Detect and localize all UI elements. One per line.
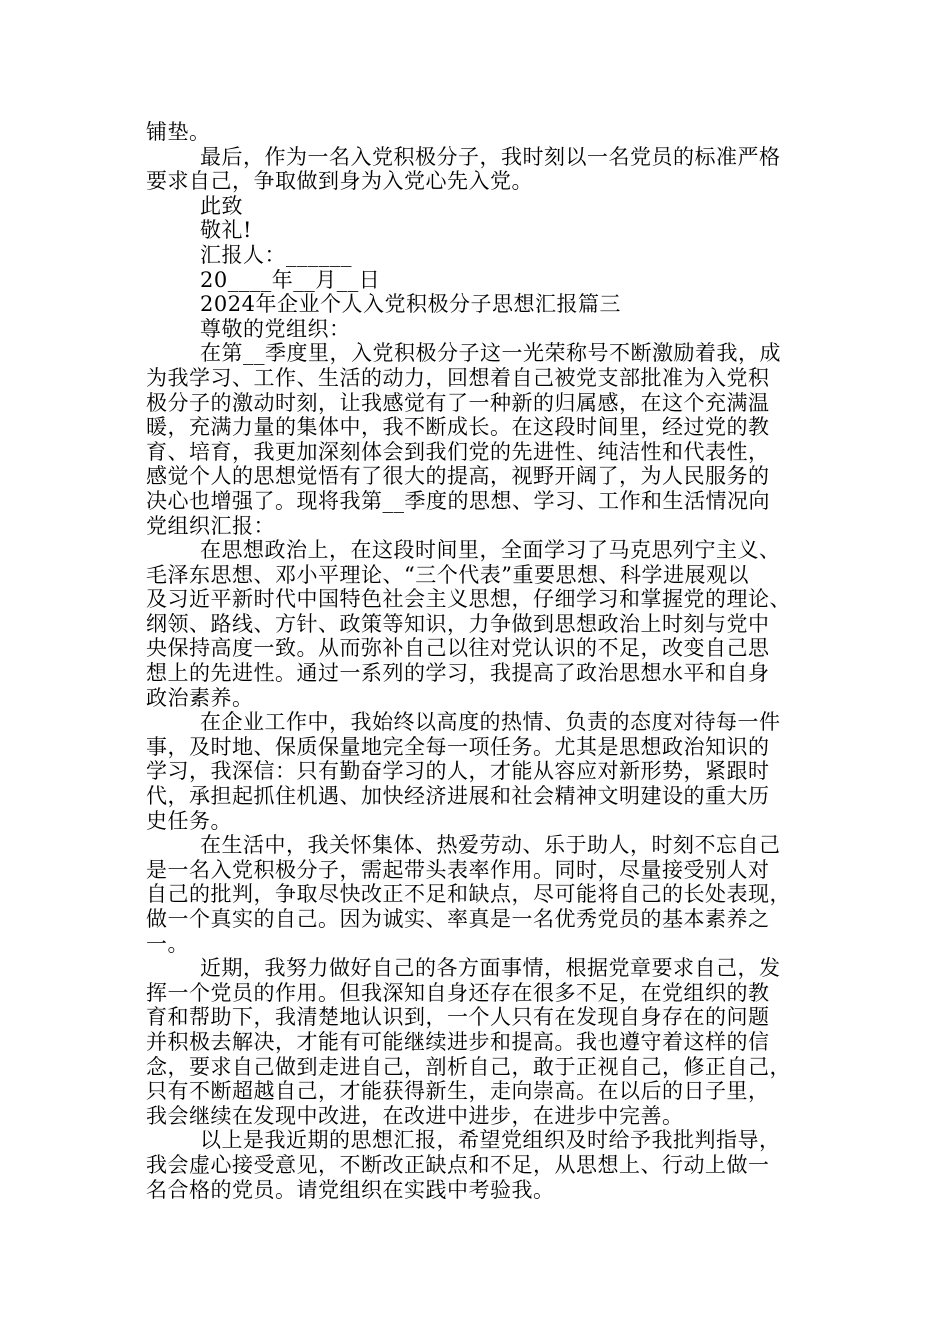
- text-line: 学习，我深信：只有勤奋学习的人，才能从容应对新形势，紧跟时: [146, 759, 770, 784]
- text-line: 20____年__月__日: [200, 267, 381, 292]
- text-line: 代，承担起抓住机遇、加快经济进展和社会精神文明建设的重大历: [146, 784, 770, 809]
- text-line: 敬礼!: [200, 218, 252, 243]
- text-line: 一。: [146, 931, 189, 956]
- text-line: 育、培育，我更加深刻体会到我们党的先进性、纯洁性和代表性，: [146, 439, 770, 464]
- text-line: 念，要求自己做到走进自己，剖析自己，敢于正视自己，修正自己，: [146, 1054, 791, 1079]
- text-line: 纲领、路线、方针、政策等知识，力争做到思想政治上时刻与党中: [146, 611, 770, 636]
- text-line: 央保持高度一致。从而弥补自己以往对党认识的不足，改变自己思: [146, 636, 770, 661]
- text-line: 以上是我近期的思想汇报，希望党组织及时给予我批判指导，: [200, 1128, 781, 1153]
- text-line: 在第__季度里，入党积极分子这一光荣称号不断激励着我，成: [200, 341, 781, 366]
- text-line: 事，及时地、保质保量地完全每一项任务。尤其是思想政治知识的: [146, 734, 770, 759]
- text-line: 想上的先进性。通过一系列的学习，我提高了政治思想水平和自身: [146, 661, 770, 686]
- text-line: 育和帮助下，我清楚地认识到，一个人只有在发现自身存在的问题: [146, 1005, 770, 1030]
- text-line: 史任务。: [146, 808, 232, 833]
- text-line: 挥一个党员的作用。但我深知自身还存在很多不足，在党组织的教: [146, 980, 770, 1005]
- text-line: 及习近平新时代中国特色社会主义思想，仔细学习和掌握党的理论、: [146, 587, 791, 612]
- text-line: 最后，作为一名入党积极分子，我时刻以一名党员的标准严格: [200, 144, 781, 169]
- text-line: 汇报人：______: [200, 242, 352, 267]
- text-line: 要求自己，争取做到身为入党心先入党。: [146, 169, 533, 194]
- text-line: 决心也增强了。现将我第__季度的思想、学习、工作和生活情况向: [146, 488, 770, 513]
- text-line: 只有不断超越自己，才能获得新生，走向崇高。在以后的日子里，: [146, 1079, 770, 1104]
- text-line: 我会继续在发现中改进，在改进中进步，在进步中完善。: [146, 1103, 684, 1128]
- text-line: 在企业工作中，我始终以高度的热情、负责的态度对待每一件: [200, 710, 781, 735]
- text-line: 党组织汇报：: [146, 513, 275, 538]
- text-line: 近期，我努力做好自己的各方面事情，根据党章要求自己，发: [200, 956, 781, 981]
- text-line: 名合格的党员。请党组织在实践中考验我。: [146, 1177, 555, 1202]
- text-line: 并积极去解决，才能有可能继续进步和提高。我也遵守着这样的信: [146, 1029, 770, 1054]
- text-line: 极分子的激动时刻，让我感觉有了一种新的归属感，在这个充满温: [146, 390, 770, 415]
- text-line: 毛泽东思想、邓小平理论、“三个代表”重要思想、科学进展观以: [146, 562, 749, 587]
- text-line: 自己的批判，争取尽快改正不足和缺点，尽可能将自己的长处表现，: [146, 882, 791, 907]
- text-line: 是一名入党积极分子，需起带头表率作用。同时，尽量接受别人对: [146, 857, 770, 882]
- text-line: 感觉个人的思想觉悟有了很大的提高，视野开阔了，为人民服务的: [146, 464, 770, 489]
- text-line: 尊敬的党组织：: [200, 316, 351, 341]
- text-line: 在生活中，我关怀集体、热爱劳动、乐于助人，时刻不忘自己: [200, 833, 781, 858]
- text-line: 2024年企业个人入党积极分子思想汇报篇三: [200, 292, 621, 317]
- text-line: 为我学习、工作、生活的动力，回想着自己被党支部批准为入党积: [146, 365, 770, 390]
- text-line: 在思想政治上，在这段时间里，全面学习了马克思列宁主义、: [200, 538, 781, 563]
- text-line: 做一个真实的自己。因为诚实、率真是一名优秀党员的基本素养之: [146, 907, 770, 931]
- text-line: 此致: [200, 193, 243, 218]
- text-line: 铺垫。: [146, 120, 211, 144]
- text-line: 政治素养。: [146, 685, 254, 710]
- document-body: [146, 120, 810, 1202]
- text-line: 我会虚心接受意见，不断改正缺点和不足，从思想上、行动上做一: [146, 1152, 770, 1177]
- text-line: 暖，充满力量的集体中，我不断成长。在这段时间里，经过党的教: [146, 415, 770, 440]
